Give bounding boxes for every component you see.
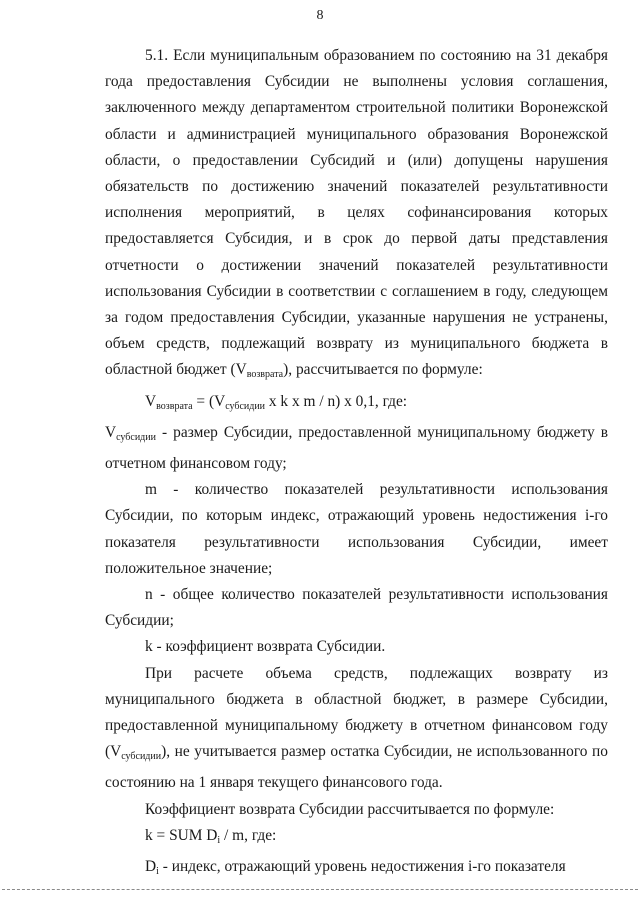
definition-v-symbol: V xyxy=(105,423,117,441)
paragraph-calculation-tail: ), не учитывается размер остатка Субсидии, не использованного по состоянию на 1 января текущего финансового года. xyxy=(105,743,608,792)
formula-return-v-sub: возврата xyxy=(156,400,193,412)
definition-v-subsidii xyxy=(105,420,608,477)
formula-coefficient xyxy=(105,823,608,854)
document-body xyxy=(105,43,608,885)
formula-return-tail: x k x m / n) x 0,1, где: xyxy=(265,392,408,410)
definition-v-text: - размер Субсидии, предоставленной муниципальному бюджету в отчетном финансовом году; xyxy=(105,423,608,473)
scan-edge-line xyxy=(2,889,638,890)
paragraph-calculation xyxy=(105,661,608,797)
paragraph-5-1-tail: ), рассчитывается по формуле: xyxy=(283,361,483,379)
definition-v-sub: субсидии xyxy=(116,431,156,443)
definition-d xyxy=(105,854,608,885)
paragraph-5-1-text: 5.1. Если муниципальным образованием по состоянию на 31 декабря года предоставления Субсидии не выполнены условия соглашения, заключенного между департаментом строительной политики Воронежской области и администрацией муниципального образования Воронежской области, о предоставлении Субсидий и (или) допущены нарушения обязательств по достижению значений показателей результативности исполнения мероприятий, в целях софинансирования которых предоставляется Субсидия, и в срок до первой даты представления отчетности о достижении значений показателей результативности использования Субсидии в соответствии с соглашением в году, следующем за годом предоставления Субсидии, указанные нарушения не устранены, объем средств, подлежащий возврату из муниципального бюджета в областной бюджет (V xyxy=(105,47,608,379)
subscript-vozvrata: возврата xyxy=(246,369,284,381)
definition-k: k - коэффициент возврата Субсидии. xyxy=(145,638,386,656)
formula-return-mid-sub: субсидии xyxy=(225,400,266,412)
paragraph-5-1 xyxy=(105,43,608,389)
paragraph-calculation-text: При расчете объема средств, подлежащих возврату из муниципального бюджета в областной бюджет, в размере Субсидии, предоставленной муниципальному бюджету в отчетном финансовом году (V xyxy=(105,664,608,761)
paragraph-calculation-sub: субсидии xyxy=(121,751,162,763)
paragraph-coefficient: Коэффициент возврата Субсидии рассчитывается по формуле: xyxy=(145,800,555,818)
formula-coefficient-sub: i xyxy=(217,834,221,846)
definition-n: n - общее количество показателей результативности использования Субсидии; xyxy=(105,586,608,630)
definition-d-text: - индекс, отражающий уровень недостижения i-го показателя xyxy=(158,858,566,876)
formula-return-v: V xyxy=(145,392,157,410)
formula-return-mid: = (V xyxy=(192,392,226,410)
formula-coefficient-head: k = SUM D xyxy=(145,826,218,844)
definition-d-symbol: D xyxy=(145,858,157,876)
definition-m: m - количество показателей результативности использования Субсидии, по которым индекс, отражающий уровень недостижения i-го показателя результативности использования Субсидии, имеет положительное значение; xyxy=(105,481,608,577)
formula-return xyxy=(105,389,608,420)
formula-coefficient-tail: / m, где: xyxy=(220,826,277,844)
definition-d-sub: i xyxy=(156,866,159,878)
page-number: 8 xyxy=(316,8,324,23)
